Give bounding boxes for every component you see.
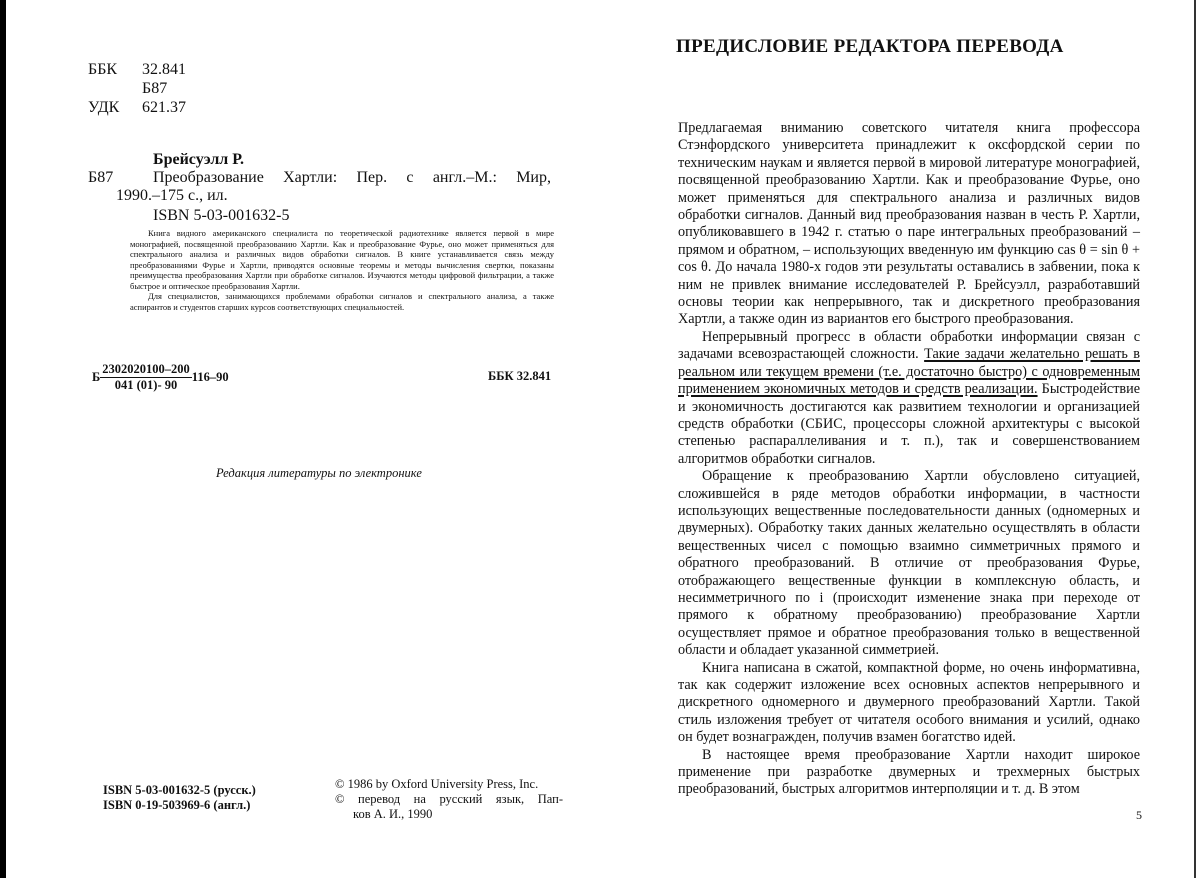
index-denominator: 041 (01)- 90 [114,378,178,392]
index-letter: Б [92,370,101,384]
book-title-line2: 1990.–175 с., ил. [116,187,228,204]
copyright-block [335,777,563,822]
scan-edge-right [1194,0,1196,878]
author-name: Брейсуэлл Р. [153,151,245,168]
classification-value: 32.841 [142,61,186,78]
annotation [130,228,554,312]
isbn-main: ISBN 5-03-001632-5 [153,207,290,224]
classification-row [88,79,186,98]
classification-key [88,79,132,98]
isbn-english: ISBN 0-19-503969-6 (англ.) [103,798,251,812]
index-suffix: 116–90 [191,370,229,384]
page-number: 5 [1136,808,1142,822]
classification-row [88,98,186,117]
paragraph-text: Быстродействие и экономичность достигаются как развитием технологии и организацией средств обработки (СБИС, процессоры сложной архитектуры с высокой степенью распараллеливания и т. п.), так и совершенствованием алгоритмов обработки сигналов. [678,381,1140,467]
isbn-russian: ISBN 5-03-001632-5 (русск.) [103,783,256,797]
isbn-block [103,783,256,813]
index-fraction [100,362,192,393]
copyright-translation-cont: ков А. И., 1990 [353,807,433,821]
page-title: ПРЕДИСЛОВИЕ РЕДАКТОРА ПЕРЕВОДА [676,36,1064,57]
index-numerator: 2302020100–200 [102,362,190,376]
annotation-paragraph: Для специалистов, занимающихся проблемами обработки сигналов и спектрального анализа, а также аспирантов и студентов старших курсов соответствующих специальностей. [130,291,554,312]
underlined-passage: Такие задачи желательно решать в реальном или текущем времени (т.е. достаточно быстро) с одновременным применением экономичных методов и средств реализации. [678,346,1140,398]
classification-row [88,60,186,79]
copyright-original: © 1986 by Oxford University Press, Inc. [335,777,539,791]
classification-value: 621.37 [142,99,186,116]
classification-key: УДК [88,99,120,116]
catalog-code: Б87 [88,169,114,186]
paragraph-text: Непрерывный прогресс в области обработки информации связан с задачами всевозрастающей сложности. [678,328,1140,363]
annotation-paragraph: Книга видного американского специалиста по теоретической радиотехнике является первой в мире монографией, посвященной преобразованию Хартли. Как и преобразование Фурье, оно может применяться для спектрального анализа и различных видов обработки сигналов. В книге устанавливается связь между преобразованиями Фурье и Хартли, приводятся основные теоремы и методы вычисления свертки, показаны преимущества преобразования Хартли при обработке сигналов. Изучаются методы цифровой фильтрации, а также быстрое и оптическое преобразования Хартли. [130,228,554,291]
publishing-index [92,362,229,393]
preface-text [678,120,1140,799]
editorial-office: Редакция литературы по электронике [216,466,422,480]
preface-paragraph: Книга написана в сжатой, компактной форме, но очень информативна, так как содержит изложение всех основных аспектов непрерывного и дискретного одномерного и двумерного преобразований Хартли. Такой стиль изложения требует от читателя особого внимания и усилий, однако он будет вознагражден, получив взамен богатство идей. [678,659,1140,746]
preface-paragraph: В настоящее время преобразование Хартли находит широкое применение при разработке двумерных и трехмерных быстрых преобразований, быстрых алгоритмов интерполяции и т. д. В этом [678,746,1140,798]
book-title-line1: Преобразование Хартли: Пер. с англ.–М.: Мир, [153,169,551,186]
classification-value: Б87 [142,80,168,97]
preface-paragraph: Предлагаемая вниманию советского читателя книга профессора Стэнфордского университета принадлежит к оксфордской серии по техническим наукам и является первой в мировой литературе монографией, посвященной преобразованию Хартли. Как и преобразование Фурье, оно может применяться для спектрального анализа и различных видов обработки сигналов. Данный вид преобразования назван в честь Р. Хартли, опубликовавшего в 1942 г. статью о паре интегральных преобразований – прямом и обратном, – использующих введенную им функцию cas θ = sin θ + cos θ. До начала 1980-х годов эти результаты оставались в забвении, пока к ним не привлек внимание исследователей Р. Брейсуэлл, разработавший основы теории как непрерывного, так и дискретного преобразования Хартли, а также один из вариантов его быстрого преобразования. [678,120,1140,328]
classification-key: ББК [88,61,118,78]
preface-paragraph [678,329,1140,468]
classification-block [88,60,186,117]
scan-edge-left [0,0,6,878]
bbk-code: ББК 32.841 [488,369,552,383]
preface-paragraph: Обращение к преобразованию Хартли обусловлено ситуацией, сложившейся в ряде методов обработки информации, в частности использующих вещественные последовательности данных (одномерных и двумерных). Обработку таких данных желательно осуществлять в области вещественных чисел с помощью взаимно симметричных прямого и обратного преобразований. В отличие от преобразования Фурье, отображающего вещественные функции в комплексную область, и несимметричного по i (происходит изменение знака при переходе от прямого к обратному преобразованию) преобразование Хартли осуществляет прямое и обратное преобразования только в вещественной области и обладает указанной симметрией. [678,468,1140,659]
copyright-translation: © перевод на русский язык, Пап- [335,792,563,806]
